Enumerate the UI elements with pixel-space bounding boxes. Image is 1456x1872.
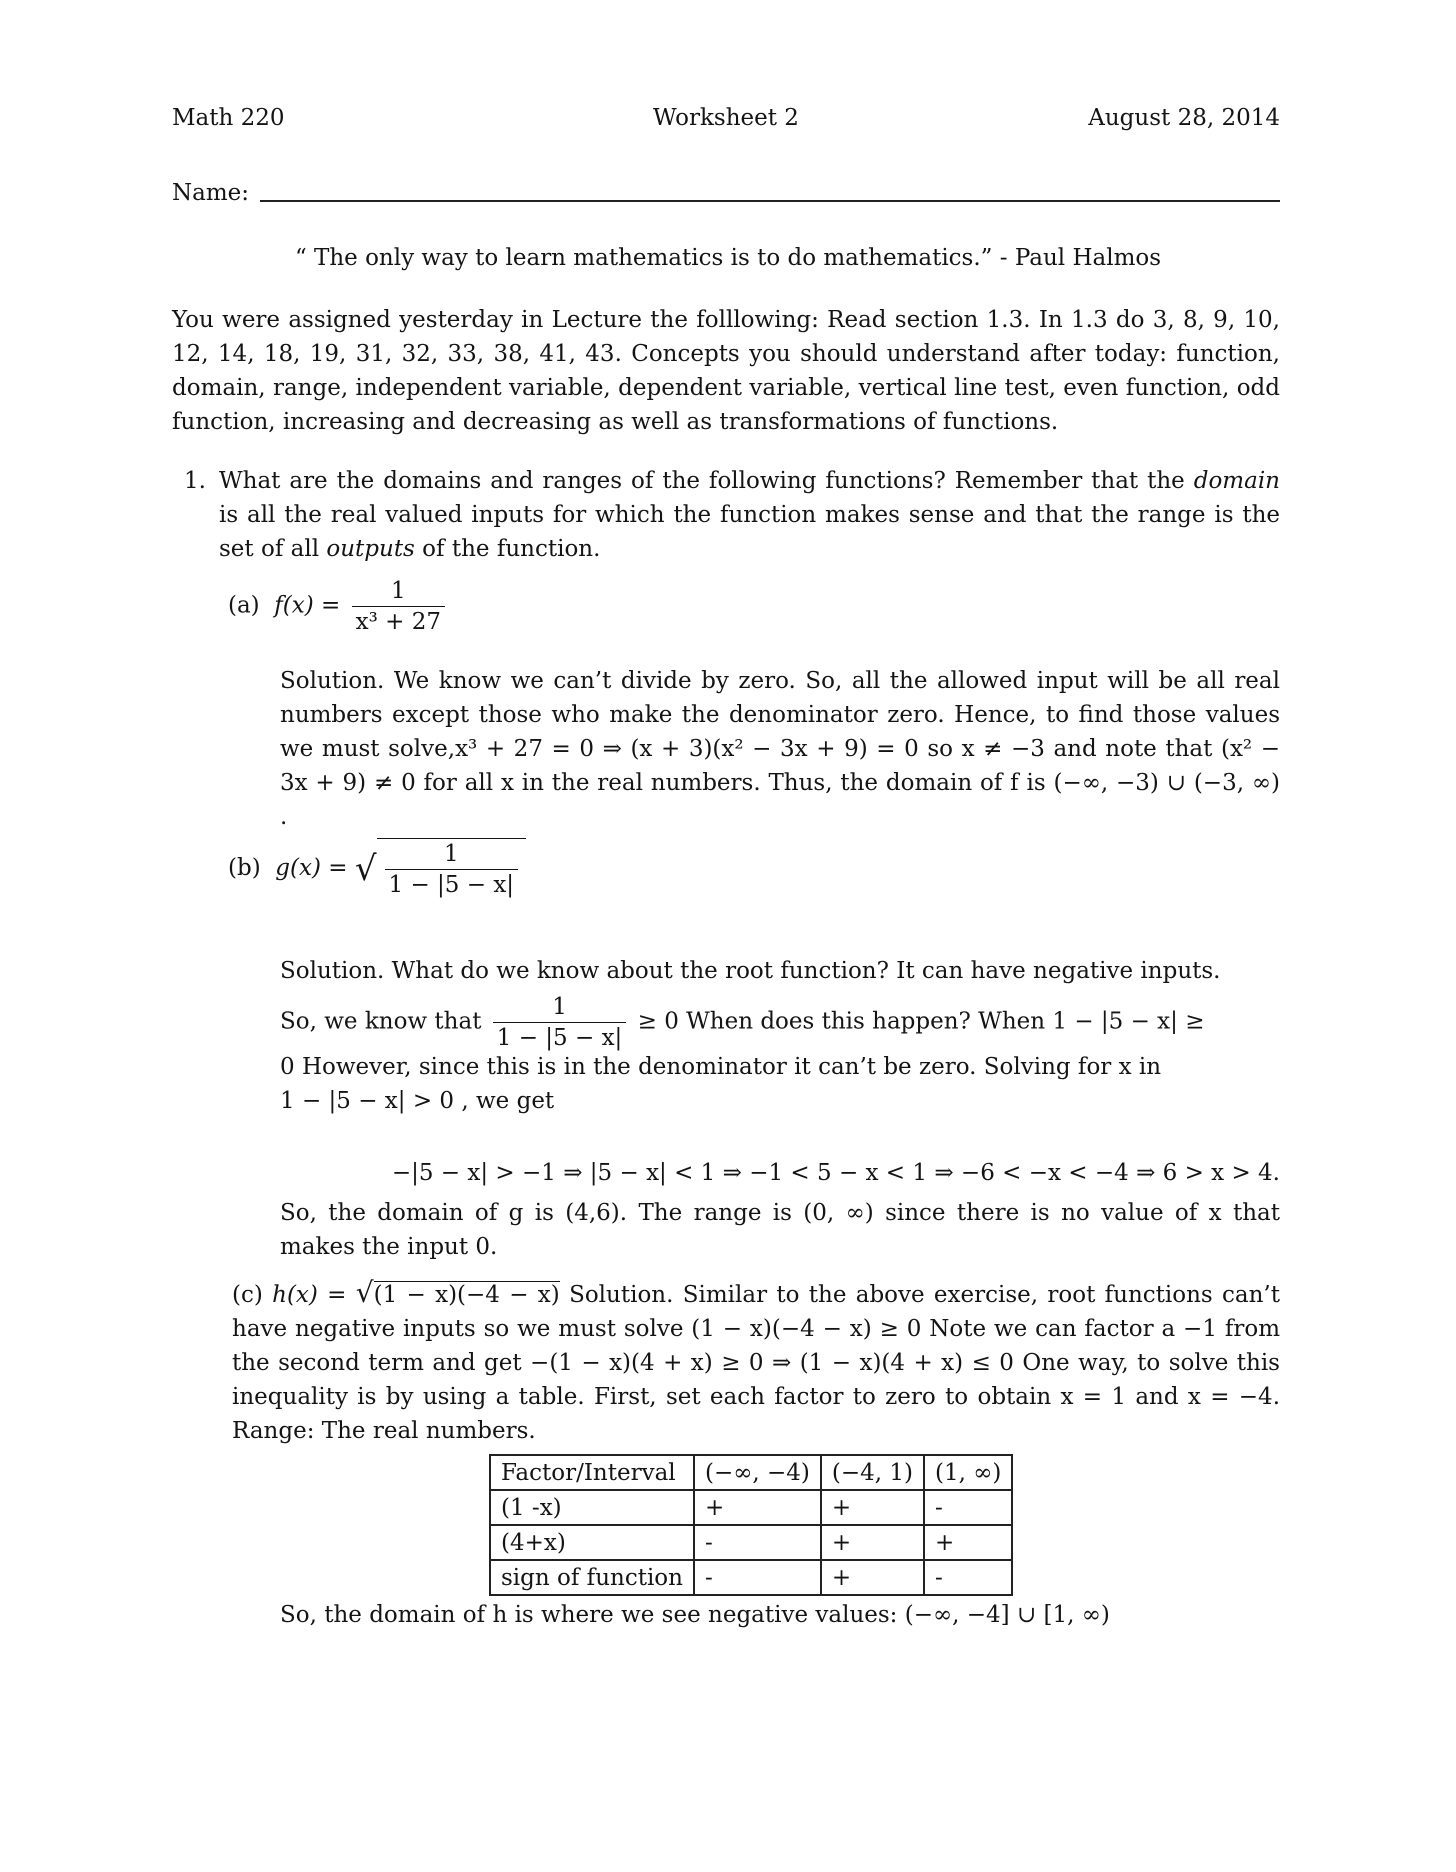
quote: “ The only way to learn mathematics is to do mathematics.” - Paul Halmos [294,245,1162,271]
name-row [172,176,1280,210]
name-label: Name: [172,180,250,206]
table-row: (4+x) - + + [490,1525,1012,1560]
part-b-solution-line4: 1 − |5 − x| > 0 , we get [280,1088,555,1114]
question-number: 1. [184,468,206,494]
part-b-solution-line3: 0 However, since this is in the denominator it can’t be zero. Solving for x in [280,1054,1162,1080]
part-c-label: (c) [232,1282,263,1308]
part-b-label: (b) [228,855,261,881]
part-b-solution-line1: Solution. What do we know about the root function? It can have negative inputs. [280,958,1221,984]
emphasis-domain: domain [1193,468,1280,494]
emphasis-outputs: outputs [326,536,415,562]
part-a-label: (a) [228,592,260,619]
sign-table [489,1454,1013,1596]
part-c-conclusion: So, the domain of h is where we see negative values: (−∞, −4] ∪ [1, ∞) [280,1602,1110,1628]
part-b-lhs: g(x) = [275,855,348,881]
part-b-sqrt: √ $\frac{1}{1 - |5 - x|}$ [355,838,526,900]
part-a-fraction: $\frac{1}{\text{x³ + 27}}$ [352,576,445,637]
table-row: (1 -x) + + - [490,1490,1012,1525]
part-a-function [228,576,449,637]
table-header-row: Factor/Interval (−∞, −4) (−4, 1) (1, ∞) [490,1455,1012,1490]
part-b-function [228,838,526,900]
part-c-text: (c) h(x) = √(1 − x)(−4 − x) Solution. Similar to the above exercise, root functions can’t have negative inputs so we must solve (1 − x)(−4 − x) ≥ 0 Note we can factor a −1 from the second term and get −(1 − x)(4 + x) ≥ 0 ⇒ (1 − x)(4 + x) ≤ 0 One way, to solve this inequality is by using a table. First, set each factor to zero to obtain x = 1 and x = −4. Range: The real numbers. [232,1276,1280,1444]
part-b-inequality-chain: −|5 − x| > −1 ⇒ |5 − x| < 1 ⇒ −1 < 5 − x < 1 ⇒ −6 < −x < −4 ⇒ 6 > x > 4. [391,1160,1280,1186]
question-1-prompt: What are the domains and ranges of the following functions? Remember that the domain is all the real valued inputs for which the function makes sense and that the range is the set of all outputs of the function. [219,468,1280,562]
page-header [172,101,1280,135]
course-label: Math 220 [172,105,285,131]
table-row: sign of function - + - [490,1560,1012,1595]
worksheet-title: Worksheet 2 [653,105,799,131]
worksheet-date: August 28, 2014 [1088,105,1280,131]
part-a-solution: Solution. We know we can’t divide by zero. So, all the allowed input will be all real numbers except those who make the denominator zero. Hence, to find those values we must solve,x³ + 27 = 0 ⇒ (x + 3)(x² − 3x + 9) = 0 so x ≠ −3 and note that (x² − 3x + 9) ≠ 0 for all x in the real numbers. Thus, the domain of f is (−∞, −3) ∪ (−3, ∞) . [280,668,1281,830]
part-b-solution-line2: So, we know that $\frac{1}{1 - |5 - x|}$ ≥ 0 When does this happen? When 1 − |5 − x| ≥ [280,994,1205,1051]
name-blank-line [260,200,1280,202]
part-b-conclusion: So, the domain of g is (4,6). The range is (0, ∞) since there is no value of x that makes the input 0. [280,1200,1280,1260]
part-a-lhs: f(x) = [274,592,341,619]
intro-paragraph: You were assigned yesterday in Lecture the folllowing: Read section 1.3. In 1.3 do 3, 8, 9, 10, 12, 14, 18, 19, 31, 32, 33, 38, 41, 43. Concepts you should understand after today: function, domain, range, independent variable, dependent variable, vertical line test, even function, odd function, increasing and decreasing as well as transformations of functions. [172,307,1280,435]
